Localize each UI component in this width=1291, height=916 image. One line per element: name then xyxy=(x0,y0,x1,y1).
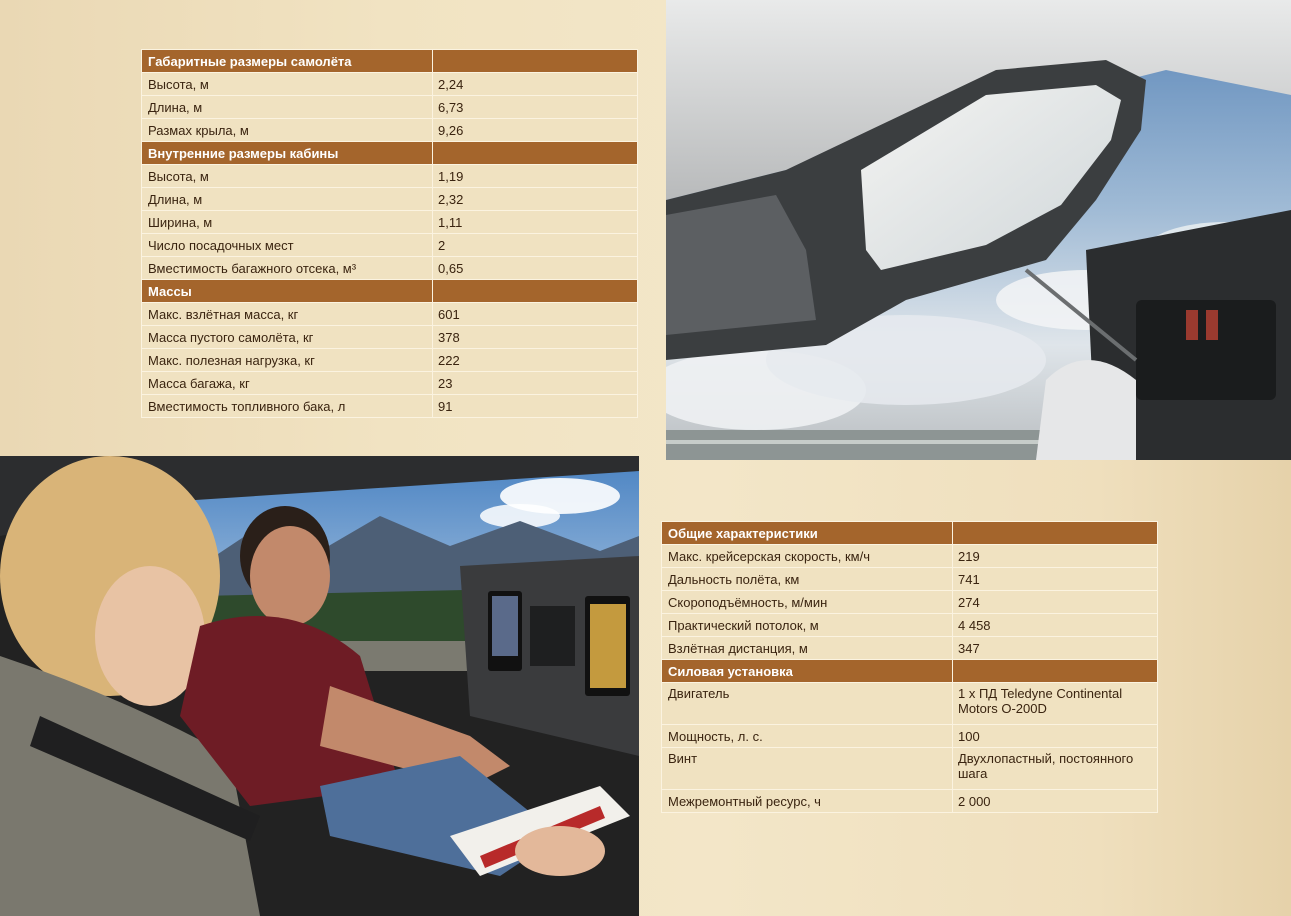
section-title: Массы xyxy=(142,280,433,303)
aircraft-door-photo xyxy=(666,0,1291,460)
row-value: 1,19 xyxy=(433,165,638,188)
row-label: Винт xyxy=(662,748,953,790)
row-value: 2 000 xyxy=(953,790,1158,813)
row-label: Вместимость багажного отсека, м³ xyxy=(142,257,433,280)
row-value: 91 xyxy=(433,395,638,418)
table-row xyxy=(142,73,638,96)
table-row xyxy=(142,188,638,211)
row-value: 2 xyxy=(433,234,638,257)
table-row xyxy=(142,326,638,349)
general-specs-table xyxy=(661,521,1158,813)
section-header xyxy=(142,142,638,165)
section-header xyxy=(142,50,638,73)
table-row xyxy=(662,591,1158,614)
row-label: Макс. полезная нагрузка, кг xyxy=(142,349,433,372)
row-label: Практический потолок, м xyxy=(662,614,953,637)
table-row xyxy=(662,568,1158,591)
row-label: Высота, м xyxy=(142,165,433,188)
row-value: 23 xyxy=(433,372,638,395)
aircraft-dimensions-table xyxy=(141,49,638,418)
row-value: 378 xyxy=(433,326,638,349)
cockpit-illustration xyxy=(0,456,639,916)
table-row xyxy=(662,748,1158,790)
table-row xyxy=(142,372,638,395)
table-row xyxy=(142,234,638,257)
section-header xyxy=(662,660,1158,683)
section-title: Внутренние размеры кабины xyxy=(142,142,433,165)
row-label: Высота, м xyxy=(142,73,433,96)
row-value: 2,32 xyxy=(433,188,638,211)
section-title: Общие характеристики xyxy=(662,522,953,545)
table-row xyxy=(142,165,638,188)
row-value: 222 xyxy=(433,349,638,372)
row-label: Скороподъёмность, м/мин xyxy=(662,591,953,614)
row-label: Длина, м xyxy=(142,188,433,211)
row-label: Макс. крейсерская скорость, км/ч xyxy=(662,545,953,568)
row-value: 219 xyxy=(953,545,1158,568)
table-row xyxy=(142,211,638,234)
row-value: 1,11 xyxy=(433,211,638,234)
table-row xyxy=(662,790,1158,813)
table-row xyxy=(142,96,638,119)
table-row xyxy=(142,303,638,326)
row-label: Дальность полёта, км xyxy=(662,568,953,591)
table-row xyxy=(142,395,638,418)
section-header xyxy=(662,522,1158,545)
row-label: Число посадочных мест xyxy=(142,234,433,257)
row-label: Размах крыла, м xyxy=(142,119,433,142)
table-row xyxy=(142,257,638,280)
row-label: Ширина, м xyxy=(142,211,433,234)
table-row xyxy=(662,683,1158,725)
row-value: 601 xyxy=(433,303,638,326)
row-value: 6,73 xyxy=(433,96,638,119)
row-value: Двухлопастный, постоянного шага xyxy=(953,748,1158,790)
row-label: Мощность, л. с. xyxy=(662,725,953,748)
row-value: 9,26 xyxy=(433,119,638,142)
row-label: Масса багажа, кг xyxy=(142,372,433,395)
table-row xyxy=(662,545,1158,568)
table-row xyxy=(142,349,638,372)
row-value: 0,65 xyxy=(433,257,638,280)
row-value: 274 xyxy=(953,591,1158,614)
row-value: 347 xyxy=(953,637,1158,660)
section-title: Габаритные размеры самолёта xyxy=(142,50,433,73)
table-row xyxy=(662,637,1158,660)
table-row xyxy=(142,119,638,142)
row-label: Взлётная дистанция, м xyxy=(662,637,953,660)
row-label: Масса пустого самолёта, кг xyxy=(142,326,433,349)
table-row xyxy=(662,614,1158,637)
row-label: Вместимость топливного бака, л xyxy=(142,395,433,418)
row-value: 4 458 xyxy=(953,614,1158,637)
row-value: 741 xyxy=(953,568,1158,591)
row-label: Макс. взлётная масса, кг xyxy=(142,303,433,326)
row-label: Двигатель xyxy=(662,683,953,725)
row-value: 2,24 xyxy=(433,73,638,96)
row-value: 100 xyxy=(953,725,1158,748)
aircraft-door-illustration xyxy=(666,0,1291,460)
cockpit-photo xyxy=(0,456,639,916)
row-label: Длина, м xyxy=(142,96,433,119)
row-value: 1 х ПД Teledyne Continental Motors O-200D xyxy=(953,683,1158,725)
section-header xyxy=(142,280,638,303)
table-row xyxy=(662,725,1158,748)
row-label: Межремонтный ресурс, ч xyxy=(662,790,953,813)
section-title: Силовая установка xyxy=(662,660,953,683)
